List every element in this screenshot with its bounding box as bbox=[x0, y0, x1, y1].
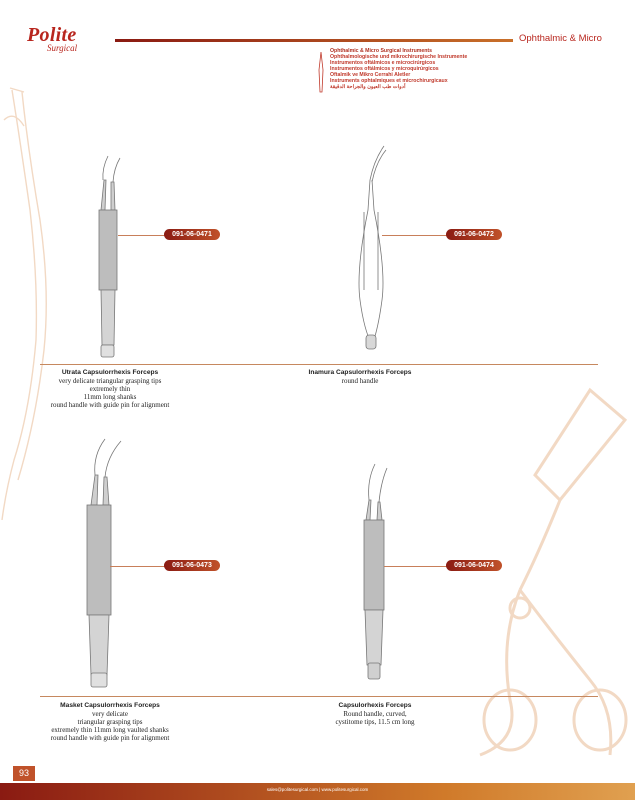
product-code-badge: 091-06-0471 bbox=[164, 229, 220, 240]
language-item: أدوات طب العيون والجراحة الدقيقة bbox=[330, 84, 406, 90]
brand-tagline: Surgical bbox=[47, 43, 78, 53]
product-description bbox=[20, 702, 200, 742]
language-list bbox=[316, 48, 467, 90]
code-leader-line bbox=[118, 235, 166, 236]
product-detail: 11mm long shanks bbox=[83, 393, 137, 401]
section-divider bbox=[40, 696, 598, 697]
code-leader-line bbox=[110, 566, 166, 567]
footer-contact: sales@politesurgical.com | www.politesurgical.com bbox=[266, 787, 369, 792]
instrument-image bbox=[355, 460, 395, 690]
instrument-image bbox=[350, 140, 390, 360]
watermark-scissors-left bbox=[0, 80, 70, 520]
header-rule bbox=[115, 39, 513, 42]
brand-logo bbox=[27, 26, 77, 53]
product-code-badge: 091-06-0473 bbox=[164, 560, 220, 571]
language-item: Instrumentos oftálmicos e microcirúrgicos bbox=[330, 60, 436, 66]
language-item: Ophthalmic & Micro Surgical Instruments bbox=[330, 48, 433, 54]
language-item: Ophthalmologische und mikrochirurgische Instrumente bbox=[330, 54, 468, 60]
product-description bbox=[285, 702, 465, 726]
forceps-thumbnail-icon bbox=[316, 50, 326, 94]
brand-name: Polite bbox=[27, 24, 77, 46]
section-divider bbox=[40, 364, 598, 365]
code-leader-line bbox=[384, 566, 448, 567]
language-item: Instruments ophtalmiques et microchirurgicaux bbox=[330, 78, 448, 84]
product-detail: round handle bbox=[341, 377, 379, 385]
product-code-badge: 091-06-0474 bbox=[446, 560, 502, 571]
page-number: 93 bbox=[13, 766, 35, 781]
product-detail: extremely thin bbox=[89, 385, 131, 393]
instrument-image bbox=[90, 150, 130, 360]
code-leader-line bbox=[382, 235, 448, 236]
product-title: Utrata Capsulorrhexis Forceps bbox=[61, 369, 159, 376]
language-item: Oftalmik ve Mikro Cerrahi Aletler bbox=[330, 72, 411, 78]
product-title: Capsulorhexis Forceps bbox=[338, 702, 412, 709]
product-detail: cystitome tips, 11.5 cm long bbox=[335, 718, 415, 726]
product-code-badge: 091-06-0472 bbox=[446, 229, 502, 240]
instrument-image bbox=[75, 435, 125, 690]
product-detail: Round handle, curved, bbox=[343, 710, 407, 718]
section-title: Ophthalmic & Micro bbox=[519, 33, 602, 44]
product-detail: very delicate bbox=[92, 710, 128, 718]
product-title: Masket Capsulorrhexis Forceps bbox=[60, 702, 160, 709]
language-item: Instrumentos oftálmicos y microquirúrgicos bbox=[330, 66, 439, 72]
product-detail: round handle with guide pin for alignment bbox=[50, 734, 170, 742]
product-detail: extremely thin 11mm long vaulted shanks bbox=[51, 726, 169, 734]
product-description bbox=[20, 369, 200, 409]
product-detail: round handle with guide pin for alignment bbox=[50, 401, 170, 409]
product-detail: triangular grasping tips bbox=[77, 718, 143, 726]
product-title: Inamura Capsulorrhexis Forceps bbox=[308, 369, 412, 376]
product-description bbox=[270, 369, 450, 385]
product-detail: very delicate triangular grasping tips bbox=[58, 377, 162, 385]
